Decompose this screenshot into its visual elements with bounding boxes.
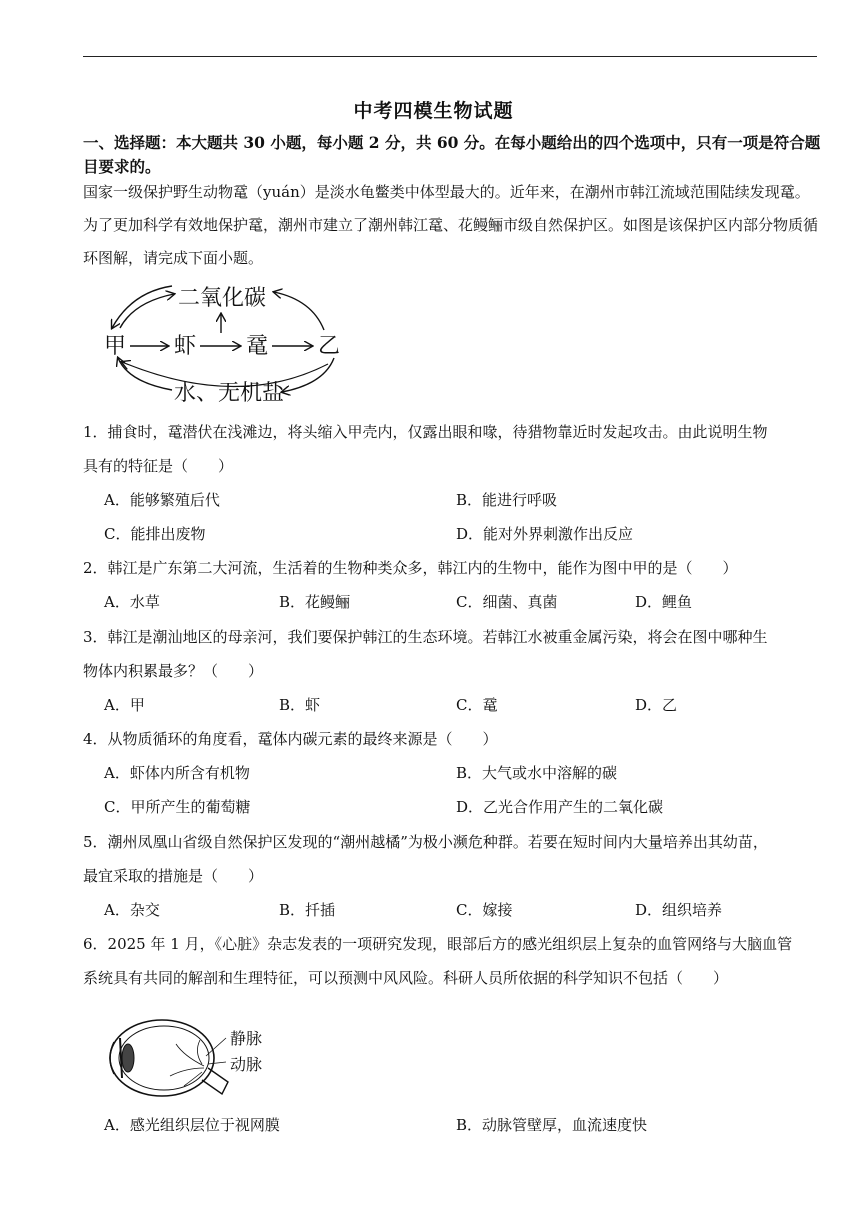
q3-option-b[interactable]: B．虾 xyxy=(279,696,321,714)
artery-leader xyxy=(208,1062,226,1064)
node-water-salts: 水、无机盐 xyxy=(174,381,285,406)
q3-stem-line2: 物体内积累最多？（ ） xyxy=(83,662,264,680)
optic-nerve xyxy=(202,1068,228,1094)
q3-option-c[interactable]: C．鼋 xyxy=(456,696,498,714)
q5-option-c[interactable]: C．嫁接 xyxy=(456,901,513,919)
lens xyxy=(122,1044,134,1072)
q6-stem-line2: 系统具有共同的解剖和生理特征，可以预测中风风险。科研人员所依据的科学知识不包括（ ） xyxy=(83,969,729,987)
q6-option-b[interactable]: B．动脉管壁厚，血流速度快 xyxy=(456,1116,648,1134)
artery-label: 动脉 xyxy=(230,1055,263,1074)
node-xia: 虾 xyxy=(174,334,197,359)
vessel-1 xyxy=(176,1044,204,1066)
q5-option-d[interactable]: D．组织培养 xyxy=(635,901,723,919)
cornea xyxy=(110,1042,114,1074)
q1-option-c[interactable]: C．能排出废物 xyxy=(104,525,206,543)
q1-stem-line1: 1．捕食时，鼋潜伏在浅滩边，将头缩入甲壳内，仅露出眼和喙，待猎物靠近时发起攻击。由此说明生物 xyxy=(83,423,768,441)
q2-option-a[interactable]: A．水草 xyxy=(104,593,160,611)
q3-option-d[interactable]: D．乙 xyxy=(635,696,678,714)
q5-option-b[interactable]: B．扦插 xyxy=(279,901,336,919)
arrow-water-jia xyxy=(118,358,172,390)
q4-stem: 4．从物质循环的角度看，鼋体内碳元素的最终来源是（ ） xyxy=(83,730,498,748)
q6-stem-line1: 6．2025 年 1 月，《心脏》杂志发表的一项研究发现，眼部后方的感光组织层上复杂的血管网络与大脑血管 xyxy=(83,935,793,953)
material-cycle-diagram xyxy=(98,278,358,408)
arrow-jia-co2 xyxy=(120,294,174,328)
section-heading: 一、选择题：本大题共 30 小题，每小题 2 分，共 60 分。在每小题给出的四个选项中，只有一项是符合题目要求的。 xyxy=(83,133,821,176)
q4-option-c[interactable]: C．甲所产生的葡萄糖 xyxy=(104,798,251,816)
q2-option-d[interactable]: D．鲤鱼 xyxy=(635,593,693,611)
q4-option-b[interactable]: B．大气或水中溶解的碳 xyxy=(456,764,618,782)
q1-option-a[interactable]: A．能够繁殖后代 xyxy=(104,491,220,509)
q3-stem-line1: 3．韩江是潮汕地区的母亲河，我们要保护韩江的生态环境。若韩江水被重金属污染，将会在图中哪种生 xyxy=(83,628,768,646)
q4-option-d[interactable]: D．乙光合作用产生的二氧化碳 xyxy=(456,798,664,816)
q5-stem-line2: 最宜采取的措施是（ ） xyxy=(83,867,264,885)
q1-stem-line2: 具有的特征是（ ） xyxy=(83,457,234,475)
intro-paragraph: 国家一级保护野生动物鼋（yuán）是淡水龟鳖类中体型最大的。近年来，在潮州市韩江流域范围陆续发现鼋。为了更加科学有效地保护鼋，潮州市建立了潮州韩江鼋、花鳗鲡市级自然保护区。如图是该保护区内部分物质循环图解，请完成下面小题。 xyxy=(83,183,819,267)
q5-option-a[interactable]: A．杂交 xyxy=(104,901,160,919)
iris xyxy=(120,1038,122,1078)
q1-option-d[interactable]: D．能对外界刺激作出反应 xyxy=(456,525,634,543)
node-yuan: 鼋 xyxy=(246,334,269,359)
arrow-yi-water xyxy=(282,358,334,392)
q2-option-b[interactable]: B．花鳗鲡 xyxy=(279,593,351,611)
header-rule xyxy=(83,56,817,57)
arrow-co2-jia xyxy=(112,286,172,328)
q3-option-a[interactable]: A．甲 xyxy=(104,696,145,714)
node-jia: 甲 xyxy=(104,334,127,359)
eye-diagram xyxy=(104,1016,284,1100)
vessel-3 xyxy=(197,1040,202,1064)
node-yi: 乙 xyxy=(318,334,341,359)
vein-label: 静脉 xyxy=(230,1029,263,1048)
q2-option-c[interactable]: C．细菌、真菌 xyxy=(456,593,558,611)
page-title: 中考四模生物试题 xyxy=(353,100,514,122)
q1-option-b[interactable]: B．能进行呼吸 xyxy=(456,491,558,509)
q5-stem-line1: 5．潮州凤凰山省级自然保护区发现的“潮州越橘”为极小濒危种群。若要在短时间内大量培养出其幼苗， xyxy=(83,833,768,851)
arrow-yi-co2 xyxy=(274,292,324,330)
node-co2: 二氧化碳 xyxy=(178,286,267,311)
q6-option-a[interactable]: A．感光组织层位于视网膜 xyxy=(104,1116,280,1134)
q2-stem: 2．韩江是广东第二大河流，生活着的生物种类众多，韩江内的生物中，能作为图中甲的是（ ） xyxy=(83,559,738,577)
q4-option-a[interactable]: A．虾体内所含有机物 xyxy=(104,764,250,782)
